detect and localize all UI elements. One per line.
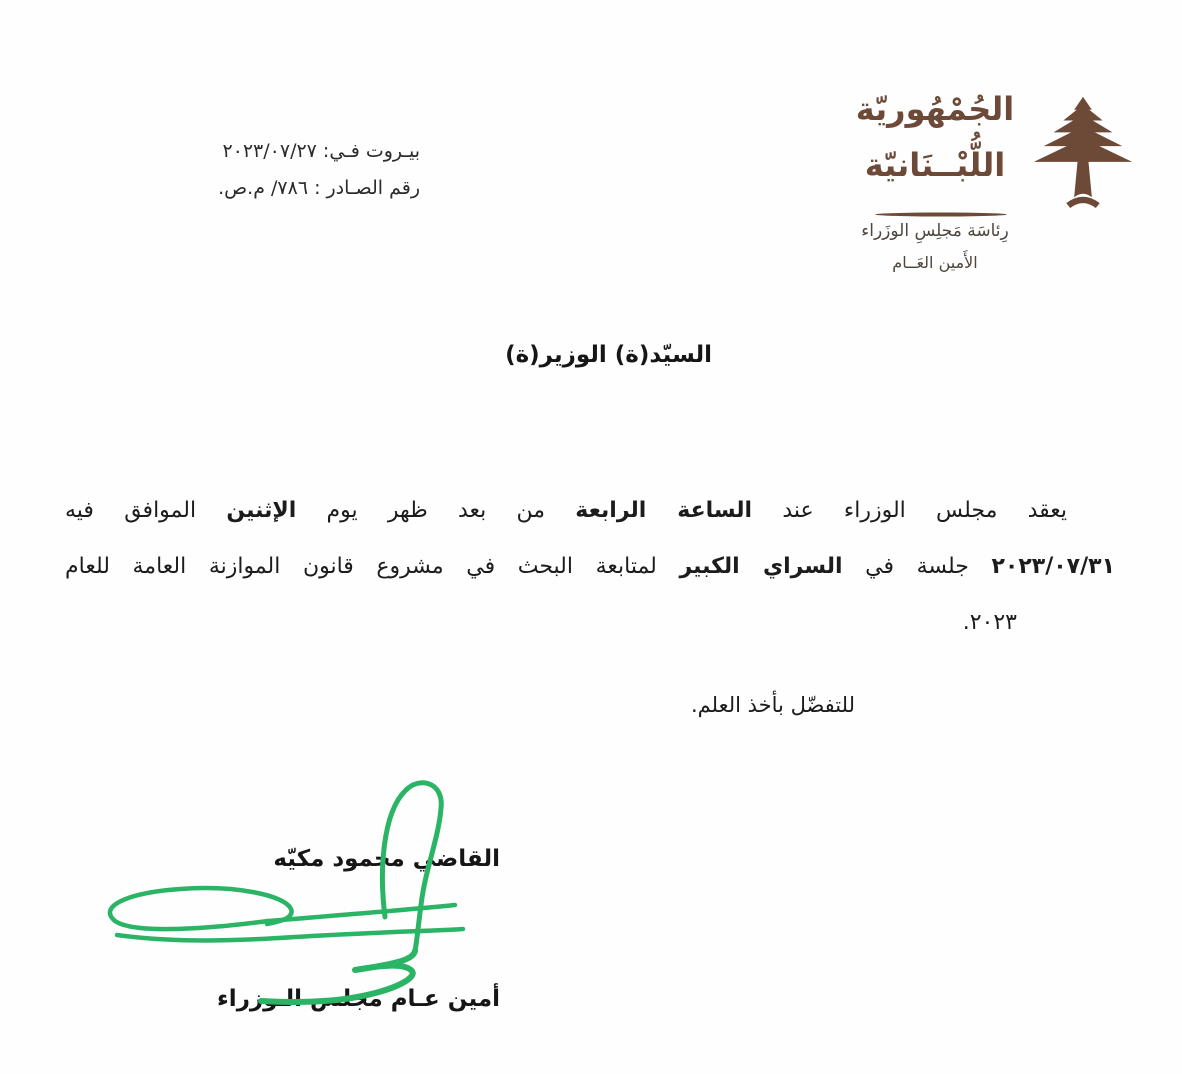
secretary-general-office-title: الأَمين العَــام	[892, 253, 978, 272]
signatory-name: القاضي محمود مكيّه	[273, 846, 500, 872]
body-bold-place: السراي الكبير	[679, 554, 843, 579]
body-text: لمتابعة البحث في مشروع قانون الموازنة العامة للعام	[65, 554, 680, 579]
body-bold-date: ٢٠٢٣/٠٧/٣١	[991, 554, 1115, 579]
body-line-1	[65, 483, 1115, 539]
republic-name-line1: الجُمْهُوريّة	[855, 90, 1015, 128]
body-bold-day: الإثنين	[226, 498, 297, 523]
cedar-tree-icon	[1024, 93, 1142, 211]
pm-office-title: رِئاسَة مَجلِسِ الوزَراء	[861, 221, 1009, 241]
body-bold-time: الساعة الرابعة	[575, 498, 753, 523]
handwritten-signature-ink	[95, 775, 535, 1010]
body-paragraph	[65, 483, 1115, 651]
body-text: من بعد ظهر يوم	[296, 498, 576, 523]
closing-line: للتفضّل بأخذ العلم.	[691, 693, 855, 717]
body-line-3: ٢٠٢٣.	[962, 610, 1017, 635]
addressee-line: السيّد(ة) الوزير(ة)	[505, 342, 712, 368]
body-text: يعقد مجلس الوزراء عند	[752, 498, 1068, 523]
date-line: بيـروت فـي: ٢٠٢٣/٠٧/٢٧	[222, 140, 420, 162]
body-text: الموافق فيه	[65, 498, 227, 523]
reference-block	[100, 133, 420, 207]
body-text: جلسة في	[842, 554, 992, 579]
outgoing-number-line: رقم الصـادر : ٧٨٦/ م.ص.	[218, 177, 420, 199]
republic-name-calligraphy	[850, 81, 1020, 193]
republic-name-line2: اللُّبْــنَانيّة	[864, 146, 1006, 184]
body-line-2	[65, 539, 1115, 595]
signatory-title: أمين عـام مجلس الـوزراء	[217, 986, 500, 1012]
letterhead-divider	[875, 212, 1007, 217]
letterhead	[840, 85, 1142, 290]
